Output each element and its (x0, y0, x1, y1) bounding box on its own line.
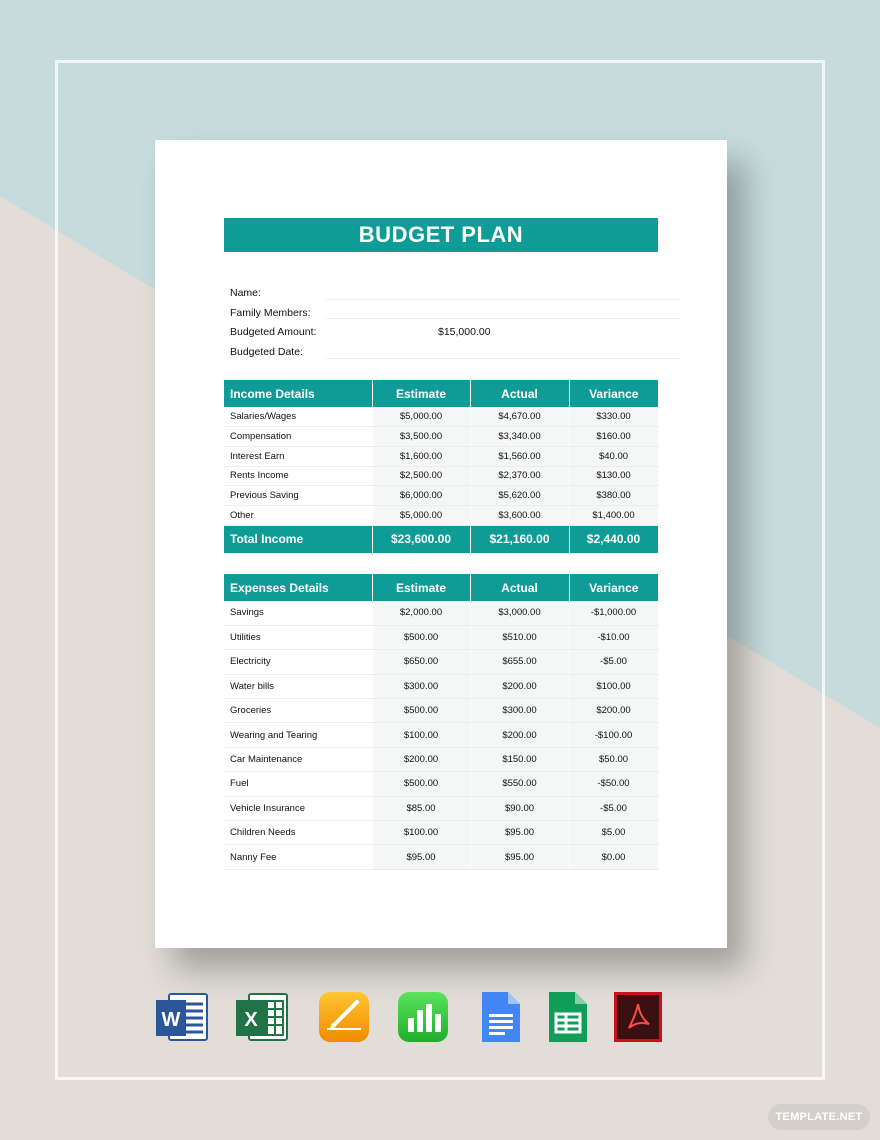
info-label: Family Members: (230, 306, 311, 319)
document-title: BUDGET PLAN (224, 218, 658, 252)
expenses-col-header: Variance (569, 574, 658, 601)
expense-label-cell: Car Maintenance (224, 747, 372, 771)
expense-row (224, 772, 658, 796)
expense-value-cell: $200.00 (569, 699, 658, 723)
expense-value-cell: $650.00 (372, 650, 470, 674)
income-header-row (224, 380, 658, 407)
expense-value-cell: $510.00 (470, 625, 569, 649)
info-section (230, 283, 610, 362)
expense-value-cell: $200.00 (470, 723, 569, 747)
expense-value-cell: $150.00 (470, 747, 569, 771)
income-value-cell: $40.00 (569, 446, 658, 466)
expense-value-cell: $300.00 (470, 699, 569, 723)
expenses-col-header: Actual (470, 574, 569, 601)
info-row-name (230, 283, 610, 303)
info-label: Name: (230, 286, 261, 299)
income-value-cell: $2,500.00 (372, 466, 470, 486)
expense-value-cell: -$100.00 (569, 723, 658, 747)
expense-row (224, 699, 658, 723)
income-label-cell: Other (224, 505, 372, 525)
google-docs-icon[interactable] (474, 990, 528, 1044)
expense-label-cell: Savings (224, 601, 372, 625)
expense-value-cell: $95.00 (372, 845, 470, 869)
expense-value-cell: -$50.00 (569, 772, 658, 796)
expenses-table (224, 574, 659, 870)
expense-value-cell: $500.00 (372, 699, 470, 723)
expense-value-cell: $500.00 (372, 625, 470, 649)
format-icons (155, 990, 665, 1044)
expense-label-cell: Fuel (224, 772, 372, 796)
expense-value-cell: -$5.00 (569, 796, 658, 820)
pdf-icon[interactable] (611, 990, 665, 1044)
income-value-cell: $3,340.00 (470, 427, 569, 447)
total-cell: $21,160.00 (470, 525, 569, 553)
expense-value-cell: $95.00 (470, 845, 569, 869)
info-row-date (230, 342, 610, 362)
income-row (224, 446, 658, 466)
income-col-header: Estimate (372, 380, 470, 407)
expense-row (224, 845, 658, 869)
expense-value-cell: $95.00 (470, 821, 569, 845)
income-col-header: Actual (470, 380, 569, 407)
expense-value-cell: $200.00 (470, 674, 569, 698)
budget-document (155, 140, 727, 948)
total-cell: $23,600.00 (372, 525, 470, 553)
income-value-cell: $1,560.00 (470, 446, 569, 466)
template-net-watermark: TEMPLATE.NET (768, 1104, 870, 1130)
expense-label-cell: Wearing and Tearing (224, 723, 372, 747)
expense-label-cell: Children Needs (224, 821, 372, 845)
income-row (224, 486, 658, 506)
expense-value-cell: $100.00 (372, 723, 470, 747)
expense-value-cell: $50.00 (569, 747, 658, 771)
expenses-col-header: Expenses Details (224, 574, 372, 601)
expense-label-cell: Water bills (224, 674, 372, 698)
expense-value-cell: $85.00 (372, 796, 470, 820)
income-label-cell: Interest Earn (224, 446, 372, 466)
total-cell: $2,440.00 (569, 525, 658, 553)
expense-value-cell: $200.00 (372, 747, 470, 771)
info-label: Budgeted Date: (230, 345, 303, 358)
expense-value-cell: $500.00 (372, 772, 470, 796)
expense-value-cell: $655.00 (470, 650, 569, 674)
svg-text:X: X (244, 1009, 258, 1031)
expense-label-cell: Electricity (224, 650, 372, 674)
income-row (224, 407, 658, 427)
total-cell: Total Income (224, 525, 372, 553)
expense-label-cell: Groceries (224, 699, 372, 723)
income-row (224, 466, 658, 486)
expense-row (224, 650, 658, 674)
expense-label-cell: Vehicle Insurance (224, 796, 372, 820)
income-col-header: Variance (569, 380, 658, 407)
expense-label-cell: Utilities (224, 625, 372, 649)
expense-row (224, 674, 658, 698)
info-row-family (230, 303, 610, 323)
income-label-cell: Compensation (224, 427, 372, 447)
income-value-cell: $5,000.00 (372, 505, 470, 525)
income-row (224, 427, 658, 447)
expense-value-cell: -$1,000.00 (569, 601, 658, 625)
income-table (224, 380, 659, 553)
fill-line (325, 299, 680, 300)
svg-text:W: W (161, 1009, 181, 1031)
income-value-cell: $330.00 (569, 407, 658, 427)
expense-value-cell: $100.00 (569, 674, 658, 698)
total-income-row (224, 525, 658, 553)
excel-icon[interactable] (235, 990, 289, 1044)
expense-value-cell: $0.00 (569, 845, 658, 869)
income-value-cell: $160.00 (569, 427, 658, 447)
income-value-cell: $6,000.00 (372, 486, 470, 506)
expense-label-cell: Nanny Fee (224, 845, 372, 869)
info-row-amount (230, 322, 610, 342)
income-value-cell: $1,600.00 (372, 446, 470, 466)
expense-value-cell: -$5.00 (569, 650, 658, 674)
numbers-icon[interactable] (396, 990, 450, 1044)
expense-row (224, 821, 658, 845)
expense-row (224, 625, 658, 649)
income-label-cell: Rents Income (224, 466, 372, 486)
expense-row (224, 796, 658, 820)
expenses-col-header: Estimate (372, 574, 470, 601)
info-label: Budgeted Amount: (230, 326, 317, 339)
fill-line (325, 318, 680, 319)
income-value-cell: $380.00 (569, 486, 658, 506)
income-value-cell: $130.00 (569, 466, 658, 486)
expenses-header-row (224, 574, 658, 601)
pages-icon[interactable] (317, 990, 371, 1044)
income-value-cell: $2,370.00 (470, 466, 569, 486)
expense-value-cell: $5.00 (569, 821, 658, 845)
income-value-cell: $1,400.00 (569, 505, 658, 525)
expense-value-cell: $2,000.00 (372, 601, 470, 625)
expense-value-cell: $90.00 (470, 796, 569, 820)
income-value-cell: $4,670.00 (470, 407, 569, 427)
expense-value-cell: $100.00 (372, 821, 470, 845)
income-value-cell: $3,500.00 (372, 427, 470, 447)
income-label-cell: Salaries/Wages (224, 407, 372, 427)
budgeted-amount-value: $15,000.00 (438, 326, 491, 339)
expense-row (224, 601, 658, 625)
expense-value-cell: -$10.00 (569, 625, 658, 649)
expense-value-cell: $550.00 (470, 772, 569, 796)
expense-value-cell: $300.00 (372, 674, 470, 698)
fill-line (325, 358, 680, 359)
income-value-cell: $5,000.00 (372, 407, 470, 427)
expense-row (224, 723, 658, 747)
income-value-cell: $5,620.00 (470, 486, 569, 506)
expense-value-cell: $3,000.00 (470, 601, 569, 625)
income-row (224, 505, 658, 525)
income-col-header: Income Details (224, 380, 372, 407)
word-icon[interactable] (155, 990, 209, 1044)
income-label-cell: Previous Saving (224, 486, 372, 506)
google-sheets-icon[interactable] (541, 990, 595, 1044)
expense-row (224, 747, 658, 771)
income-value-cell: $3,600.00 (470, 505, 569, 525)
